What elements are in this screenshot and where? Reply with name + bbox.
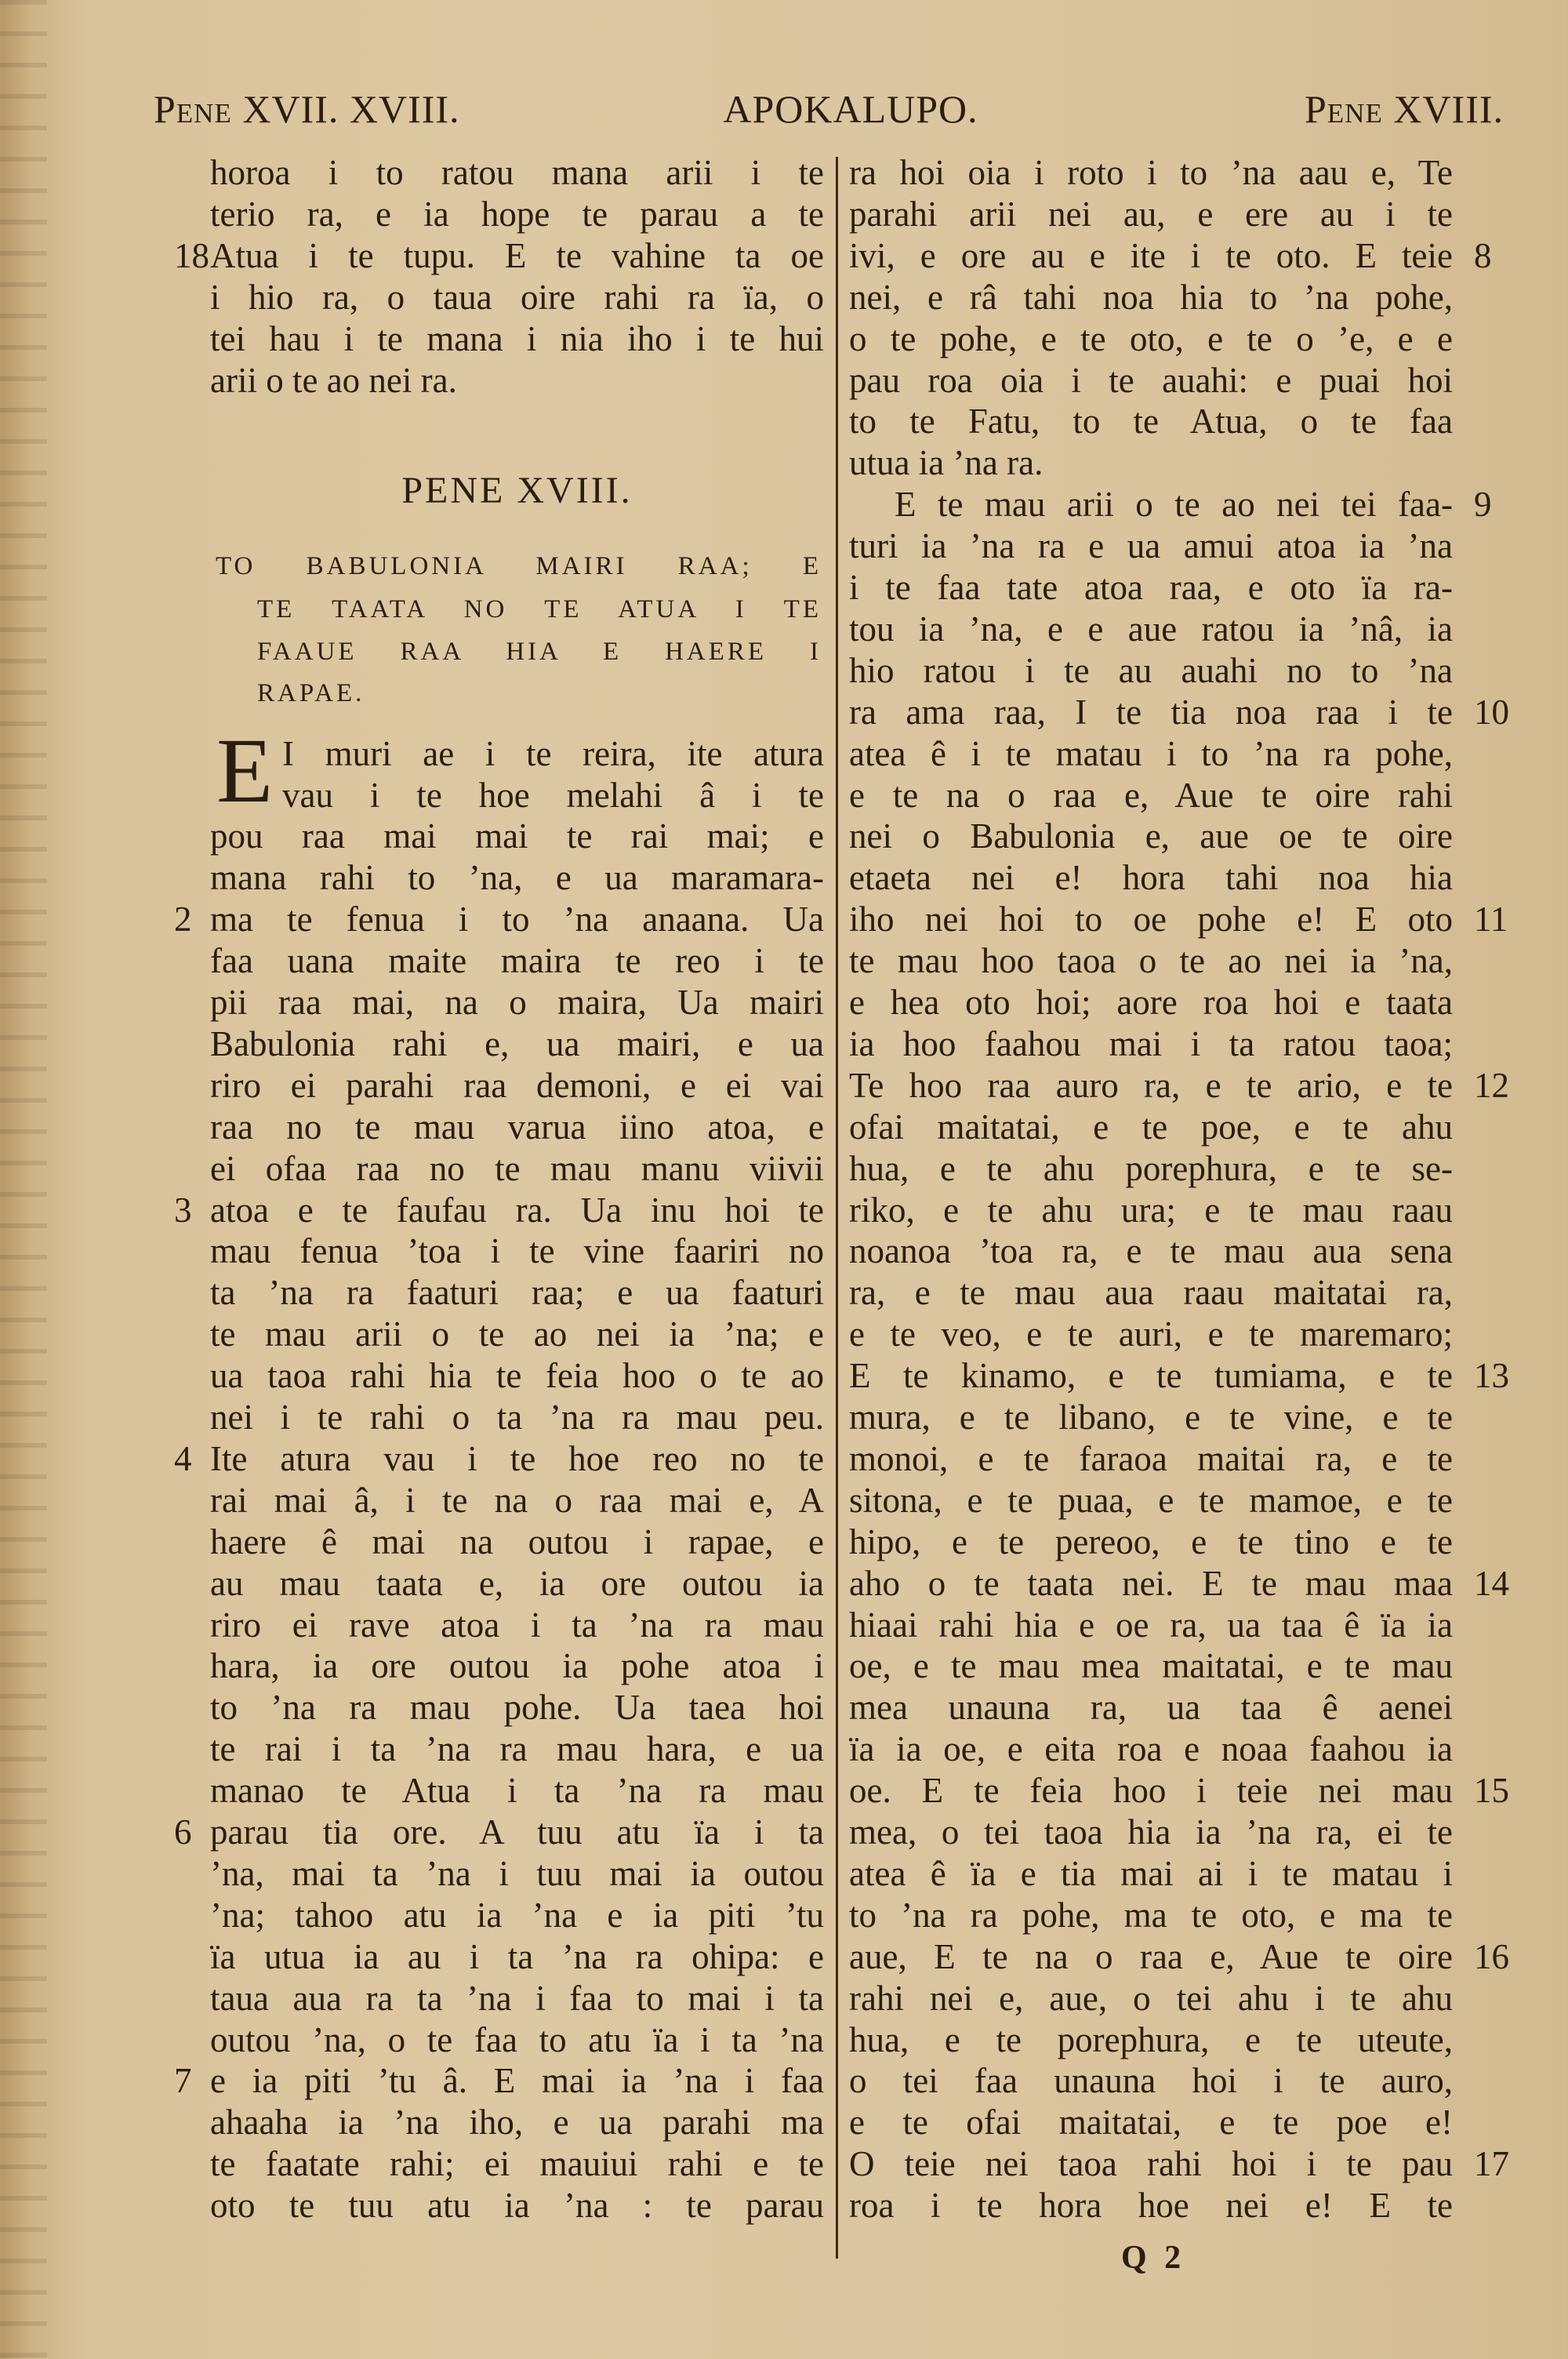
verse-number: 13 — [1474, 1356, 1509, 1396]
text-line: Ite atura vau i te hoe reo no te — [210, 1438, 824, 1478]
text-line: hipo, e te pereoo, e te tino e te — [849, 1521, 1453, 1561]
text-line: e ia piti ’tu â. E mai ia ’na i faa — [210, 2061, 824, 2101]
verse-number: 11 — [1474, 900, 1508, 940]
text-line: faa uana maite maira te reo i te — [210, 941, 824, 981]
text-line: ’na; tahoo atu ia ’na e ia piti ’tu — [210, 1895, 824, 1935]
text-line: hio ratou i te au auahi no to ’na — [849, 650, 1453, 690]
running-head-book-title: APOKALUPO. — [723, 87, 978, 131]
text-line: utua ia ’na ra. — [849, 443, 1044, 483]
text-line: o tei faa unauna hoi i te auro, — [849, 2061, 1453, 2101]
text-line: monoi, e te faraoa maitai ra, e te — [849, 1438, 1453, 1478]
running-head-chapter-right: Pene XVIII. — [1304, 87, 1504, 131]
text-line: terio ra, e ia hope te parau a te — [210, 194, 824, 234]
text-line: te faatate rahi; ei mauiui rahi e te — [210, 2144, 824, 2184]
text-line: horoa i to ratou mana arii i te — [210, 153, 824, 192]
verse-number: 6 — [174, 1812, 192, 1852]
text-line: i te faa tate atoa raa, e oto ïa ra- — [849, 568, 1453, 607]
running-head-chapters-left: Pene XVII. XVIII. — [154, 87, 460, 131]
text-line: mana rahi to ’na, e ua maramara- — [210, 858, 824, 898]
text-line: e hea oto hoi; aore roa hoi e taata — [849, 983, 1453, 1022]
column-divider — [836, 157, 838, 2259]
chapter-heading: PENE XVIII. — [401, 470, 633, 511]
text-line: atoa e te faufau ra. Ua inu hoi te — [210, 1190, 824, 1230]
text-line: parau tia ore. A tuu atu ïa i ta — [210, 1812, 824, 1852]
verse-number: 10 — [1474, 692, 1509, 732]
drop-cap: E — [216, 719, 274, 822]
text-line: ïa ia oe, e eita roa e noaa faahou ia — [849, 1729, 1453, 1769]
text-line: pii raa mai, na o maira, Ua mairi — [210, 983, 824, 1022]
text-line: i hio ra, o taua oire rahi ra ïa, o — [210, 277, 824, 317]
verse-number: 8 — [1474, 235, 1492, 275]
text-line: raa no te mau varua iino atoa, e — [210, 1107, 824, 1147]
text-line: nei i te rahi o ta ’na ra mau peu. — [210, 1398, 824, 1437]
text-line: te mau hoo taoa o te ao nei ia ’na, — [849, 941, 1453, 981]
verse-number: 12 — [1474, 1065, 1509, 1105]
summary-line: RAPAE. — [257, 679, 365, 707]
text-line: ma te fenua i to ’na anaana. Ua — [210, 900, 824, 940]
text-line: E te mau arii o te ao nei tei faa- — [895, 485, 1453, 525]
text-line: to ’na ra pohe, ma te oto, e ma te — [849, 1895, 1453, 1935]
text-line: ra hoi oia i roto i to ’na aau e, Te — [849, 153, 1453, 192]
text-line: mea, o tei taoa hia ia ’na ra, ei te — [849, 1812, 1453, 1852]
text-line: rai mai â, i te na o raa mai e, A — [210, 1480, 824, 1520]
text-line: e te na o raa e, Aue te oire rahi — [849, 775, 1453, 815]
page-edge-shadow — [0, 0, 47, 2359]
text-line: haere ê mai na outou i rapae, e — [210, 1521, 824, 1561]
verse-number: 18 — [174, 235, 209, 275]
text-line: o te pohe, e te oto, e te o ’e, e e — [849, 318, 1453, 358]
text-line: ra ama raa, I te tia noa raa i te — [849, 692, 1453, 732]
text-line: O teie nei taoa rahi hoi i te pau — [849, 2144, 1453, 2184]
verse-number: 17 — [1474, 2144, 1509, 2184]
text-line: ia hoo faahou mai i ta ratou taoa; — [849, 1023, 1453, 1063]
text-line: tou ia ’na, e e aue ratou ia ’nâ, ia — [849, 609, 1453, 649]
text-line: taua aua ra ta ’na i faa to mai i ta — [210, 1978, 824, 2018]
text-line: Te hoo raa auro ra, e te ario, e te — [849, 1065, 1453, 1105]
text-line: outou ’na, o te faa to atu ïa i ta ’na — [210, 2019, 824, 2059]
text-line: hua, e te porephura, e te uteute, — [849, 2019, 1453, 2059]
text-line: aue, E te na o raa e, Aue te oire — [849, 1936, 1453, 1976]
text-line: turi ia ’na ra e ua amui atoa ia ’na — [849, 526, 1453, 566]
text-line: vau i te hoe melahi â i te — [282, 775, 824, 815]
text-line: I muri ae i te reira, ite atura — [282, 733, 824, 773]
text-line: ivi, e ore au e ite i te oto. E teie — [849, 235, 1453, 275]
text-line: hua, e te ahu porephura, e te se- — [849, 1148, 1453, 1188]
signature-mark: Q 2 — [1121, 2240, 1186, 2276]
text-line: sitona, e te puaa, e te mamoe, e te — [849, 1480, 1453, 1520]
verse-number: 15 — [1474, 1771, 1509, 1811]
summary-line: TO BABULONIA MAIRI RAA; E — [216, 552, 822, 580]
text-line: ahaaha ia ’na iho, e ua parahi ma — [210, 2103, 824, 2143]
verse-number: 14 — [1474, 1563, 1509, 1603]
verse-number: 16 — [1474, 1936, 1509, 1976]
text-line: nei, e râ tahi noa hia to ’na pohe, — [849, 277, 1453, 317]
text-line: ei ofaa raa no te mau manu viivii — [210, 1148, 824, 1188]
text-line: tei hau i te mana i nia iho i te hui — [210, 318, 824, 358]
text-line: ’na, mai ta ’na i tuu mai ia outou — [210, 1853, 824, 1893]
text-line: pou raa mai mai te rai mai; e — [210, 816, 824, 856]
text-line: arii o te ao nei ra. — [210, 360, 457, 400]
text-line: ta ’na ra faaturi raa; e ua faaturi — [210, 1273, 824, 1313]
text-line: mea unauna ra, ua taa ê aenei — [849, 1688, 1453, 1728]
text-line: oto te tuu atu ia ’na : te parau — [210, 2186, 824, 2226]
text-line: iho nei hoi to oe pohe e! E oto — [849, 900, 1453, 940]
text-line: riko, e te ahu ura; e te mau raau — [849, 1190, 1453, 1230]
summary-line: TE TAATA NO TE ATUA I TE — [257, 595, 822, 623]
text-line: mau fenua ’toa i te vine faariri no — [210, 1231, 824, 1271]
text-line: parahi arii nei au, e ere au i te — [849, 194, 1453, 234]
text-line: noanoa ’toa ra, e te mau aua sena — [849, 1231, 1453, 1271]
text-line: E te kinamo, e te tumiama, e te — [849, 1356, 1453, 1396]
text-line: oe. E te feia hoo i teie nei mau — [849, 1771, 1453, 1811]
text-line: ïa utua ia au i ta ’na ra ohipa: e — [210, 1936, 824, 1976]
text-line: Babulonia rahi e, ua mairi, e ua — [210, 1023, 824, 1063]
text-line: au mau taata e, ia ore outou ia — [210, 1563, 824, 1603]
text-line: nei o Babulonia e, aue oe te oire — [849, 816, 1453, 856]
text-line: riro ei rave atoa i ta ’na ra mau — [210, 1605, 824, 1645]
text-line: e te ofai maitatai, e te poe e! — [849, 2103, 1453, 2143]
text-line: atea ê ïa e tia mai ai i te matau i — [849, 1853, 1453, 1893]
text-line: aho o te taata nei. E te mau maa — [849, 1563, 1453, 1603]
text-line: te mau arii o te ao nei ia ’na; e — [210, 1314, 824, 1354]
text-line: riro ei parahi raa demoni, e ei vai — [210, 1065, 824, 1105]
verse-number: 2 — [174, 900, 192, 940]
text-line: ofai maitatai, e te poe, e te ahu — [849, 1107, 1453, 1147]
text-line: mura, e te libano, e te vine, e te — [849, 1398, 1453, 1437]
text-line: manao te Atua i ta ’na ra mau — [210, 1771, 824, 1811]
verse-number: 7 — [174, 2061, 192, 2101]
text-line: pau roa oia i te auahi: e puai hoi — [849, 360, 1453, 400]
verse-number: 9 — [1474, 485, 1492, 525]
text-line: e te veo, e te auri, e te maremaro; — [849, 1314, 1453, 1354]
verse-number: 3 — [174, 1190, 192, 1230]
text-line: to te Fatu, to te Atua, o te faa — [849, 402, 1453, 442]
text-line: hiaai rahi hia e oe ra, ua taa ê ïa ia — [849, 1605, 1453, 1645]
text-line: te rai i ta ’na ra mau hara, e ua — [210, 1729, 824, 1769]
text-line: rahi nei e, aue, o tei ahu i te ahu — [849, 1978, 1453, 2018]
text-line: oe, e te mau mea maitatai, e te mau — [849, 1646, 1453, 1686]
text-line: to ’na ra mau pohe. Ua taea hoi — [210, 1688, 824, 1728]
text-line: ra, e te mau aua raau maitatai ra, — [849, 1273, 1453, 1313]
text-line: ua taoa rahi hia te feia hoo o te ao — [210, 1356, 824, 1396]
text-line: Atua i te tupu. E te vahine ta oe — [210, 235, 824, 275]
text-line: roa i te hora hoe nei e! E te — [849, 2186, 1453, 2226]
text-line: hara, ia ore outou ia pohe atoa i — [210, 1646, 824, 1686]
text-line: atea ê i te matau i to ’na ra pohe, — [849, 733, 1453, 773]
text-line: etaeta nei e! hora tahi noa hia — [849, 858, 1453, 898]
summary-line: FAAUE RAA HIA E HAERE I — [257, 638, 822, 666]
verse-number: 4 — [174, 1438, 192, 1478]
